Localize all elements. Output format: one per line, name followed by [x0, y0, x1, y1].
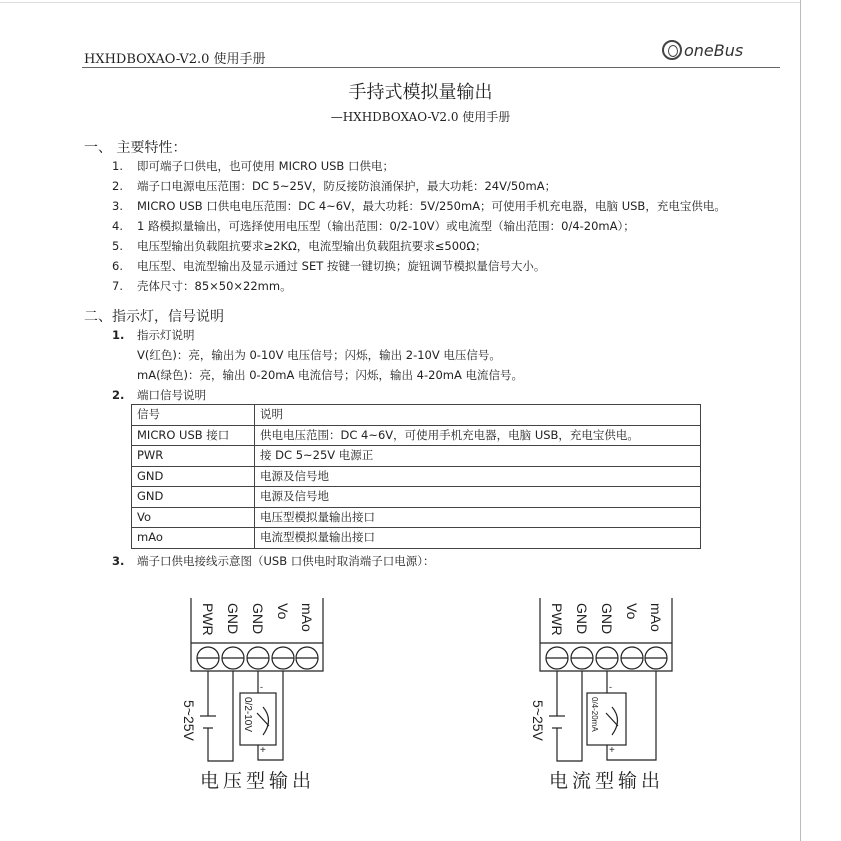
sub-number: 2.: [112, 388, 125, 402]
signal-cell: GND: [132, 487, 255, 508]
description-cell: 接 DC 5~25V 电源正: [255, 446, 701, 467]
meter-range-label: 0/2-10V: [242, 697, 253, 733]
item-text: MICRO USB 口供电电压范围：DC 4~6V，最大功耗：5V/250mA；可使用手机充电器，电脑 USB，充电宝供电。: [137, 199, 726, 213]
item-text: 1 路模拟量输出，可选择使用电压型（输出范围：0/2-10V）或电流型（输出范围：0/4-20mA）；: [137, 219, 635, 233]
section2-heading: 二、指示灯，信号说明: [84, 309, 224, 325]
supply-voltage-label: 5~25V: [181, 700, 197, 741]
sub-title: 指示灯说明: [137, 328, 195, 342]
signal-cell: PWR: [132, 446, 255, 467]
section1-heading: 一、 主要特性：: [84, 140, 187, 156]
terminal-label: Vo: [275, 603, 291, 620]
supply-voltage-label: 5~25V: [530, 700, 546, 741]
meter-needle: [257, 707, 269, 735]
sub-title: 端子口供电接线示意图（USB 口供电时取消端子口电源）：: [137, 554, 435, 568]
item-text: 即可端子口供电，也可使用 MICRO USB 口供电；: [137, 159, 394, 173]
plus-sign: +: [260, 745, 266, 756]
description-cell: 电源及信号地: [255, 487, 701, 508]
voltage-wiring-diagram: [181, 598, 323, 792]
page-title: 手持式模拟量输出: [348, 82, 493, 103]
terminal-label: GND: [225, 603, 241, 635]
item-number: 6.: [112, 259, 123, 273]
item-number: 7.: [112, 279, 123, 293]
header-cell: 说明: [255, 405, 701, 426]
terminal-label: GND: [250, 603, 266, 635]
description-cell: 电压型模拟量输出接口: [255, 507, 701, 528]
description-cell: 电流型模拟量输出接口: [255, 528, 701, 549]
plus-sign: +: [609, 745, 615, 756]
item-number: 5.: [112, 239, 123, 253]
meter-range-label: 0/4-20mA: [590, 697, 599, 732]
terminal-label: PWR: [200, 603, 216, 636]
terminal-label: GND: [574, 603, 590, 635]
terminal-label: PWR: [549, 603, 565, 636]
signal-cell: MICRO USB 接口: [132, 425, 255, 446]
header-doc-id: HXHDBOXAO-V2.0 使用手册: [84, 52, 266, 67]
item-number: 1.: [112, 159, 123, 173]
sub-number: 1.: [112, 328, 125, 342]
current-wiring-diagram: [530, 598, 672, 792]
minus-sign: -: [609, 682, 612, 692]
description-cell: 供电电压范围：DC 4~6V，可使用手机充电器，电脑 USB，充电宝供电。: [255, 425, 701, 446]
item-text: 电压型、电流型输出及显示通过 SET 按键一键切换；旋钮调节模拟量信号大小。: [137, 259, 546, 273]
indicator-line-v: V(红色)：亮，输出为 0-10V 电压信号；闪烁，输出 2-10V 电压信号。: [137, 348, 501, 362]
terminal-label: mAo: [299, 603, 315, 632]
item-number: 3.: [112, 199, 123, 213]
terminal-label: GND: [599, 603, 615, 635]
diagram-caption: 电压型输出: [200, 771, 316, 792]
header-cell: 信号: [132, 405, 255, 426]
sub-title: 端口信号说明: [137, 388, 206, 402]
item-number: 4.: [112, 219, 123, 233]
sub-number: 3.: [112, 554, 125, 568]
signal-cell: Vo: [132, 507, 255, 528]
description-cell: 电源及信号地: [255, 466, 701, 487]
minus-sign: -: [260, 682, 263, 692]
item-text: 电压型输出负载阻抗要求≥2KΩ，电流型输出负载阻抗要求≤500Ω；: [137, 239, 487, 253]
terminal-label: mAo: [648, 603, 664, 632]
meter-needle: [606, 707, 618, 735]
item-text: 端子口电源电压范围：DC 5~25V，防反接防浪涌保护，最大功耗：24V/50mA；: [137, 179, 557, 193]
item-number: 2.: [112, 179, 123, 193]
logo-text: oneBus: [684, 40, 744, 60]
diagram-caption: 电流型输出: [549, 771, 665, 792]
indicator-line-ma: mA(绿色)：亮，输出 0-20mA 电流信号；闪烁，输出 4-20mA 电流信号。: [137, 368, 523, 382]
page-subtitle: —HXHDBOXAO-V2.0 使用手册: [330, 110, 511, 124]
terminal-label: Vo: [624, 603, 640, 620]
item-text: 壳体尺寸：85×50×22mm。: [137, 279, 292, 293]
signal-cell: mAo: [132, 528, 255, 549]
signal-cell: GND: [132, 466, 255, 487]
